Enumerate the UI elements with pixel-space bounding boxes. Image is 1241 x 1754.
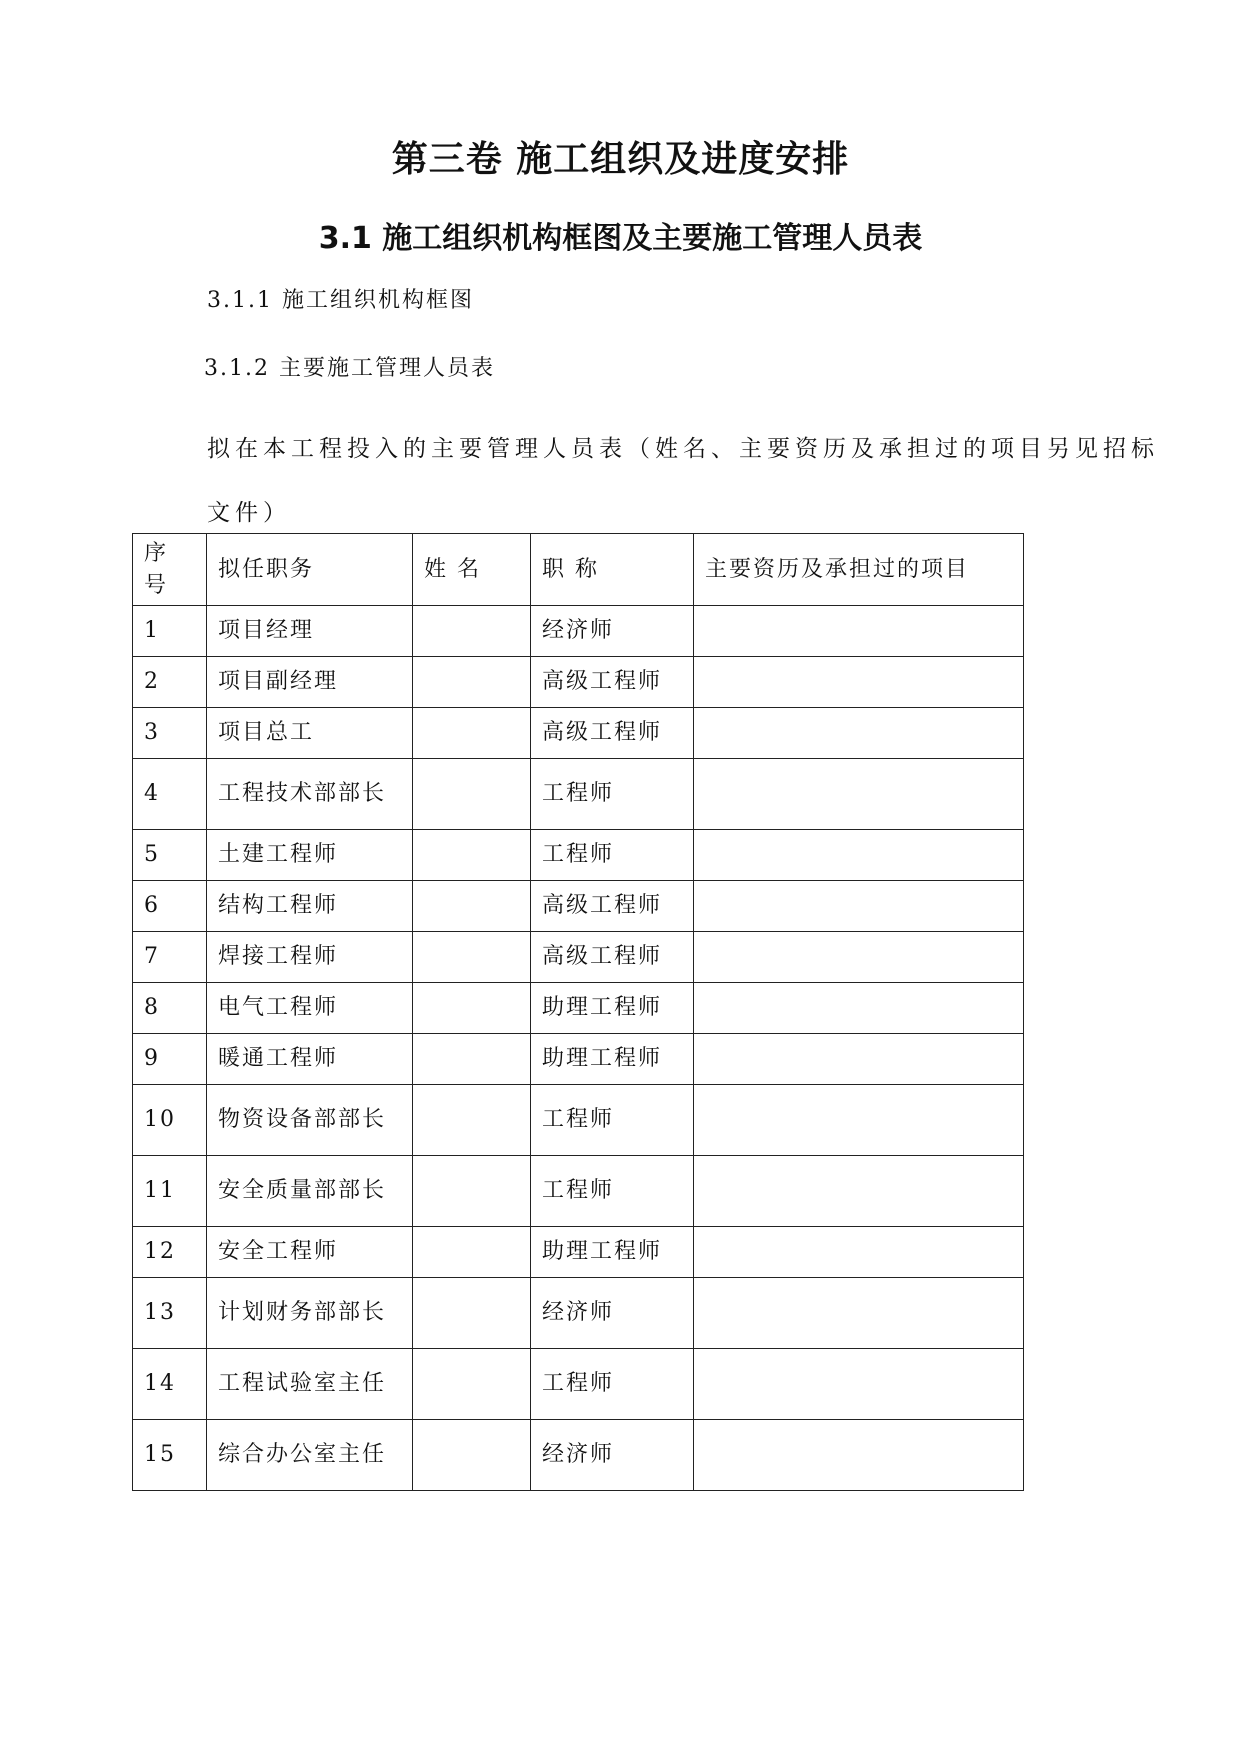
cell-experience bbox=[694, 983, 1024, 1034]
cell-name bbox=[413, 1034, 531, 1085]
table-row bbox=[133, 1034, 1024, 1085]
subsection-heading-staff-table: 3.1.2 主要施工管理人员表 bbox=[204, 356, 495, 381]
cell-role: 项目副经理 bbox=[207, 657, 413, 708]
cell-experience bbox=[694, 830, 1024, 881]
cell-experience bbox=[694, 759, 1024, 830]
cell-seq: 7 bbox=[133, 932, 207, 983]
cell-seq: 10 bbox=[133, 1085, 207, 1156]
cell-role: 项目总工 bbox=[207, 708, 413, 759]
cell-name bbox=[413, 1278, 531, 1349]
table-row bbox=[133, 657, 1024, 708]
cell-seq: 6 bbox=[133, 881, 207, 932]
cell-name bbox=[413, 881, 531, 932]
cell-experience bbox=[694, 708, 1024, 759]
cell-name bbox=[413, 1227, 531, 1278]
header-experience: 主要资历及承担过的项目 bbox=[694, 534, 1024, 606]
table-row bbox=[133, 1349, 1024, 1420]
table-row bbox=[133, 606, 1024, 657]
cell-name bbox=[413, 1156, 531, 1227]
cell-title: 工程师 bbox=[531, 830, 694, 881]
cell-experience bbox=[694, 1156, 1024, 1227]
cell-role: 结构工程师 bbox=[207, 881, 413, 932]
subsection-heading-org-chart: 3.1.1 施工组织机构框图 bbox=[207, 288, 474, 313]
cell-seq: 13 bbox=[133, 1278, 207, 1349]
cell-experience bbox=[694, 606, 1024, 657]
table-row bbox=[133, 881, 1024, 932]
cell-name bbox=[413, 830, 531, 881]
cell-experience bbox=[694, 1034, 1024, 1085]
cell-role: 安全质量部部长 bbox=[207, 1156, 413, 1227]
cell-name bbox=[413, 932, 531, 983]
cell-seq: 9 bbox=[133, 1034, 207, 1085]
cell-seq: 11 bbox=[133, 1156, 207, 1227]
cell-name bbox=[413, 657, 531, 708]
cell-name bbox=[413, 1349, 531, 1420]
cell-role: 电气工程师 bbox=[207, 983, 413, 1034]
table-row bbox=[133, 1227, 1024, 1278]
cell-seq: 8 bbox=[133, 983, 207, 1034]
cell-title: 工程师 bbox=[531, 759, 694, 830]
cell-role: 项目经理 bbox=[207, 606, 413, 657]
cell-role: 暖通工程师 bbox=[207, 1034, 413, 1085]
cell-seq: 4 bbox=[133, 759, 207, 830]
cell-name bbox=[413, 1085, 531, 1156]
table-row bbox=[133, 830, 1024, 881]
cell-title: 助理工程师 bbox=[531, 1227, 694, 1278]
table-row bbox=[133, 1085, 1024, 1156]
cell-experience bbox=[694, 1278, 1024, 1349]
header-role: 拟任职务 bbox=[207, 534, 413, 606]
cell-seq: 15 bbox=[133, 1420, 207, 1491]
cell-title: 经济师 bbox=[531, 606, 694, 657]
cell-experience bbox=[694, 1349, 1024, 1420]
staff-table bbox=[132, 533, 1024, 1491]
cell-title: 工程师 bbox=[531, 1156, 694, 1227]
cell-role: 安全工程师 bbox=[207, 1227, 413, 1278]
cell-role: 工程技术部部长 bbox=[207, 759, 413, 830]
cell-seq: 2 bbox=[133, 657, 207, 708]
cell-seq: 14 bbox=[133, 1349, 207, 1420]
cell-seq: 1 bbox=[133, 606, 207, 657]
table-row bbox=[133, 983, 1024, 1034]
cell-name bbox=[413, 983, 531, 1034]
header-seq: 序号 bbox=[133, 534, 207, 606]
cell-title: 高级工程师 bbox=[531, 932, 694, 983]
header-title: 职 称 bbox=[531, 534, 694, 606]
cell-role: 综合办公室主任 bbox=[207, 1420, 413, 1491]
table-row bbox=[133, 932, 1024, 983]
cell-title: 高级工程师 bbox=[531, 657, 694, 708]
cell-title: 助理工程师 bbox=[531, 1034, 694, 1085]
table-row bbox=[133, 1156, 1024, 1227]
page-title: 第三卷 施工组织及进度安排 bbox=[391, 139, 850, 180]
intro-paragraph: 拟在本工程投入的主要管理人员表（姓名、主要资历及承担过的项目另见招标文件） bbox=[207, 436, 1159, 526]
cell-experience bbox=[694, 657, 1024, 708]
cell-experience bbox=[694, 932, 1024, 983]
table-header-row bbox=[133, 534, 1024, 606]
table-row bbox=[133, 1420, 1024, 1491]
section-title: 3.1 施工组织机构框图及主要施工管理人员表 bbox=[318, 221, 923, 256]
cell-role: 物资设备部部长 bbox=[207, 1085, 413, 1156]
header-name: 姓 名 bbox=[413, 534, 531, 606]
cell-title: 经济师 bbox=[531, 1278, 694, 1349]
cell-role: 焊接工程师 bbox=[207, 932, 413, 983]
cell-title: 高级工程师 bbox=[531, 881, 694, 932]
table-row bbox=[133, 759, 1024, 830]
cell-name bbox=[413, 1420, 531, 1491]
cell-title: 工程师 bbox=[531, 1349, 694, 1420]
cell-role: 工程试验室主任 bbox=[207, 1349, 413, 1420]
cell-title: 助理工程师 bbox=[531, 983, 694, 1034]
cell-name bbox=[413, 606, 531, 657]
cell-role: 土建工程师 bbox=[207, 830, 413, 881]
cell-experience bbox=[694, 881, 1024, 932]
cell-seq: 5 bbox=[133, 830, 207, 881]
cell-title: 高级工程师 bbox=[531, 708, 694, 759]
cell-seq: 12 bbox=[133, 1227, 207, 1278]
cell-experience bbox=[694, 1227, 1024, 1278]
cell-title: 经济师 bbox=[531, 1420, 694, 1491]
cell-name bbox=[413, 708, 531, 759]
cell-title: 工程师 bbox=[531, 1085, 694, 1156]
cell-role: 计划财务部部长 bbox=[207, 1278, 413, 1349]
table-row bbox=[133, 708, 1024, 759]
cell-experience bbox=[694, 1420, 1024, 1491]
cell-experience bbox=[694, 1085, 1024, 1156]
table-row bbox=[133, 1278, 1024, 1349]
cell-seq: 3 bbox=[133, 708, 207, 759]
cell-name bbox=[413, 759, 531, 830]
